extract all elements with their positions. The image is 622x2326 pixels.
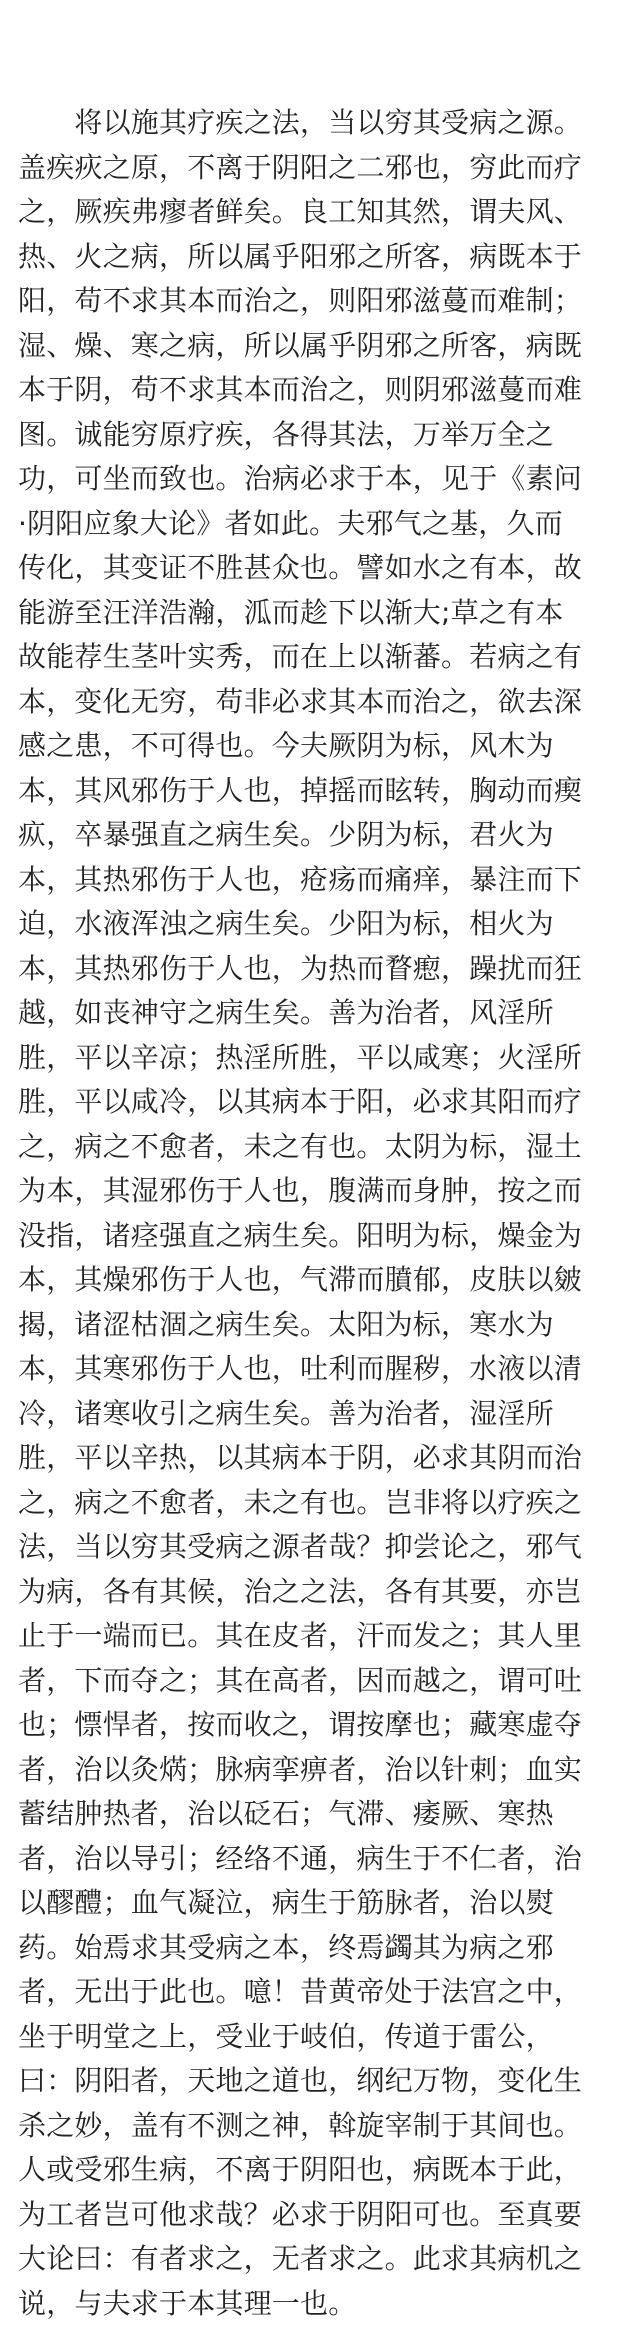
article-line: 胜，平以咸冷，以其病本于阳，必求其阳而疗 xyxy=(18,1080,604,1125)
article-line: 热、火之病，所以属乎阳邪之所客，病既本于 xyxy=(18,235,604,280)
article-line: 盖疾疢之原，不离于阴阳之二邪也，穷此而疗 xyxy=(18,146,604,191)
article-line: 之，病之不愈者，未之有也。太阴为标，湿土 xyxy=(18,1125,604,1170)
article-line: 传化，其变证不胜甚众也。譬如水之有本，故 xyxy=(18,546,604,591)
article-line: 本，其燥邪伤于人也，气滞而膹郁，皮肤以皴 xyxy=(18,1258,604,1303)
article-line: 之，病之不愈者，未之有也。岂非将以疗疾之 xyxy=(18,1481,604,1526)
article-line: 胜，平以辛热，以其病本于阴，必求其阴而治 xyxy=(18,1436,604,1481)
article-line: 越，如丧神守之病生矣。善为治者，风淫所 xyxy=(18,991,604,1036)
article-line: 功，可坐而致也。治病必求于本，见于《素问 xyxy=(18,457,604,502)
article-line: 为本，其湿邪伤于人也，腹满而身肿，按之而 xyxy=(18,1169,604,1214)
article-line: 者，治以导引；经络不通，病生于不仁者，治 xyxy=(18,1837,604,1882)
article-body xyxy=(18,12,604,2326)
article-line: 故能荐生茎叶实秀，而在上以渐蕃。若病之有 xyxy=(18,635,604,680)
article-line: 将以施其疗疾之法，当以穷其受病之源。 xyxy=(18,101,604,146)
article-line: 本，其风邪伤于人也，掉摇而眩转，胸动而瘈 xyxy=(18,769,604,814)
article-line: 疭，卒暴强直之病生矣。少阴为标，君火为 xyxy=(18,813,604,858)
article-line: 本，其热邪伤于人也，为热而瞀瘛，躁扰而狂 xyxy=(18,947,604,992)
article-line: 曰：阴阳者，天地之道也，纲纪万物，变化生 xyxy=(18,2059,604,2104)
article-line: 人或受邪生病，不离于阴阳也，病既本于此， xyxy=(18,2148,604,2193)
article-line: 湿、燥、寒之病，所以属乎阴邪之所客，病既 xyxy=(18,324,604,369)
article-line: 大论曰：有者求之，无者求之。此求其病机之 xyxy=(18,2237,604,2282)
article-line: 药。始焉求其受病之本，终焉蠲其为病之邪 xyxy=(18,1926,604,1971)
article-line: 迫，水液浑浊之病生矣。少阳为标，相火为 xyxy=(18,902,604,947)
article-line: 以醪醴；血气凝泣，病生于筋脉者，治以熨 xyxy=(18,1881,604,1926)
article-line: 胜，平以辛凉；热淫所胜，平以咸寒；火淫所 xyxy=(18,1036,604,1081)
article-line: 之，厥疾弗瘳者鲜矣。良工知其然，谓夫风、 xyxy=(18,190,604,235)
article-line: 蓄结肿热者，治以砭石；气滞、痿厥、寒热 xyxy=(18,1792,604,1837)
article-line: 者，治以灸焫；脉病挛痹者，治以针刺；血实 xyxy=(18,1748,604,1793)
article-line: 杀之妙，盖有不测之神，斡旋宰制于其间也。 xyxy=(18,2104,604,2149)
article-line: 本，其寒邪伤于人也，吐利而腥秽，水液以清 xyxy=(18,1347,604,1392)
article-line: 能游至汪洋浩瀚，泒而趁下以渐大;草之有本 xyxy=(18,591,604,636)
article-line: 本，其热邪伤于人也，疮疡而痛痒，暴注而下 xyxy=(18,858,604,903)
article-line: 本于阴，苟不求其本而治之，则阴邪滋蔓而难 xyxy=(18,368,604,413)
article-line: 者，无出于此也。噫！昔黄帝处于法宫之中， xyxy=(18,1970,604,2015)
article-line: 图。诚能穷原疗疾，各得其法，万举万全之 xyxy=(18,413,604,458)
article-line: 冷，诸寒收引之病生矣。善为治者，湿淫所 xyxy=(18,1392,604,1437)
article-line: ·阴阳应象大论》者如此。夫邪气之基，久而 xyxy=(18,502,604,547)
article-line: 阳，苟不求其本而治之，则阳邪滋蔓而难制； xyxy=(18,279,604,324)
article-line: 坐于明堂之上，受业于岐伯，传道于雷公， xyxy=(18,2015,604,2060)
article-line: 者，下而夺之；其在高者，因而越之，谓可吐 xyxy=(18,1659,604,1704)
article-line: 揭，诸涩枯涸之病生矣。太阳为标，寒水为 xyxy=(18,1303,604,1348)
article-line: 也；慓悍者，按而收之，谓按摩也；藏寒虚夺 xyxy=(18,1703,604,1748)
article-line: 没指，诸痉强直之病生矣。阳明为标，燥金为 xyxy=(18,1214,604,1259)
article-line: 为病，各有其候，治之之法，各有其要，亦岂 xyxy=(18,1570,604,1615)
article-line: 说，与夫求于本其理一也。 xyxy=(18,2282,604,2326)
article-line: 止于一端而已。其在皮者，汗而发之；其人里 xyxy=(18,1614,604,1659)
article-line: 法，当以穷其受病之源者哉？抑尝论之，邪气 xyxy=(18,1525,604,1570)
article-line: 感之患，不可得也。今夫厥阴为标，风木为 xyxy=(18,724,604,769)
article-line: 本，变化无穷，苟非必求其本而治之，欲去深 xyxy=(18,680,604,725)
article-line: 为工者岂可他求哉？必求于阴阳可也。至真要 xyxy=(18,2193,604,2238)
